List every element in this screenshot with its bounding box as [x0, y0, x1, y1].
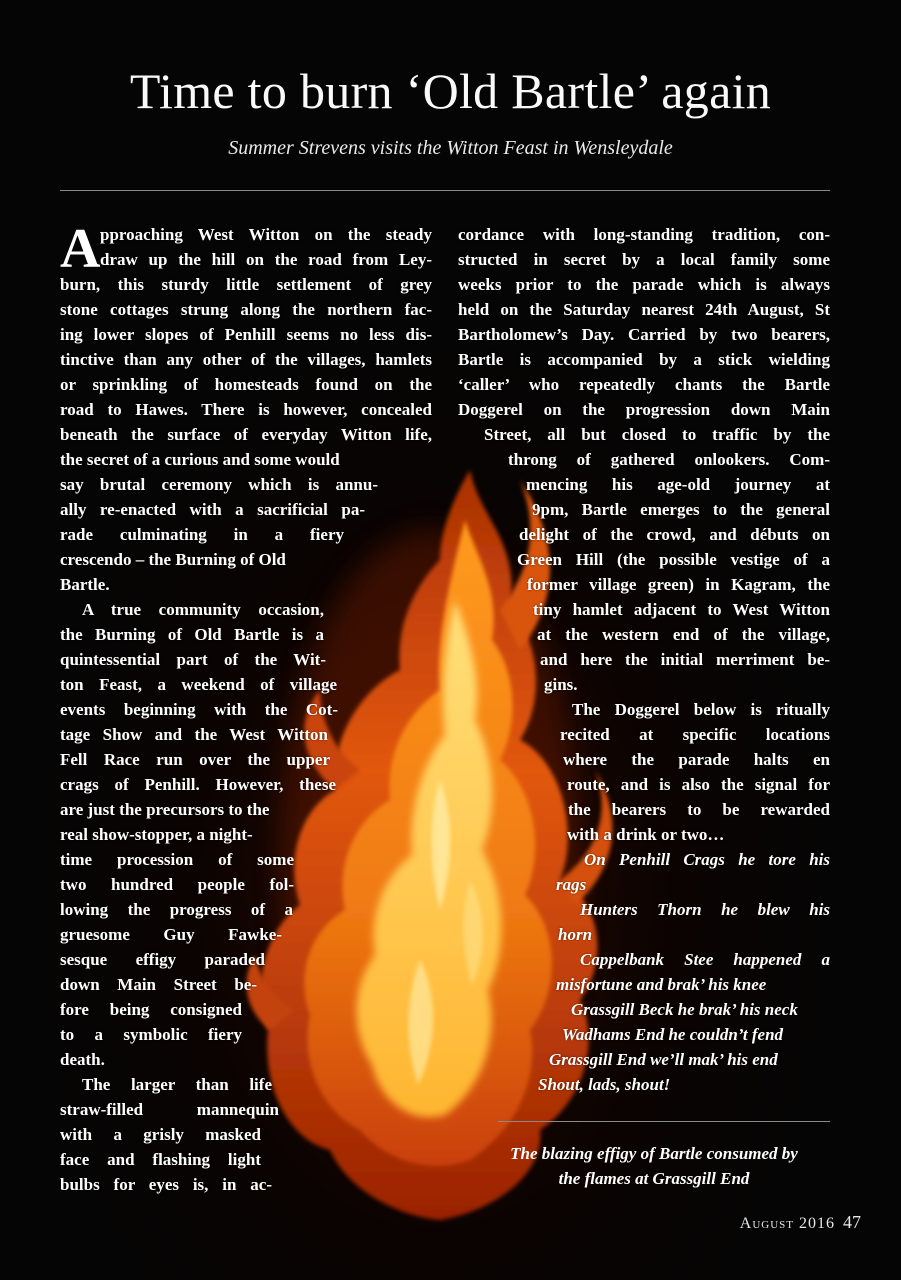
text-line: the Burning of Old Bartle is a: [60, 625, 324, 644]
text-line: tage Show and the West Witton: [60, 725, 328, 744]
page-footer: [740, 1212, 861, 1233]
text-line: ally re-enacted with a sacrificial pa-: [60, 500, 365, 519]
text-line: burn, this sturdy little settlement of grey: [60, 275, 432, 294]
text-line: with a grisly masked: [60, 1125, 261, 1144]
text-line: time procession of some: [60, 850, 294, 869]
text-line: gins.: [544, 675, 578, 694]
text-line: where the parade halts en: [563, 750, 830, 769]
text-line: two hundred people fol-: [60, 875, 294, 894]
text-line: former village green) in Kagram, the: [527, 575, 830, 594]
text-line: bulbs for eyes is, in ac-: [60, 1175, 272, 1194]
article-title: Time to burn ‘Old Bartle’ again: [129, 63, 772, 119]
text-line: quintessential part of the Wit-: [60, 650, 326, 669]
text-line: Shout, lads, shout!: [538, 1075, 671, 1094]
text-line: crescendo – the Burning of Old: [60, 550, 286, 569]
text-line: weeks prior to the parade which is always: [458, 275, 830, 294]
text-line: down Main Street be-: [60, 975, 257, 994]
text-line: the secret of a curious and some would: [60, 450, 340, 469]
text-line: with a drink or two…: [567, 825, 725, 844]
text-line: fore being consigned: [60, 1000, 242, 1019]
text-line: Street, all but closed to traffic by the: [484, 425, 830, 444]
page-number: 47: [843, 1212, 861, 1232]
text-line: horn: [558, 925, 593, 944]
text-line: death.: [60, 1050, 105, 1069]
text-line: Grassgill End we’ll mak’ his end: [549, 1050, 778, 1069]
text-line: ing lower slopes of Penhill seems no less dis-: [60, 325, 432, 344]
text-line: lowing the progress of a: [60, 900, 293, 919]
text-line: Green Hill (the possible vestige of a: [517, 550, 830, 569]
text-line: A true community occasion,: [82, 600, 324, 619]
text-line: Doggerel on the progression down Main: [458, 400, 830, 419]
text-line: face and flashing light: [60, 1150, 261, 1169]
text-line: The Doggerel below is ritually: [572, 700, 830, 719]
issue-date: August 2016: [739, 1215, 835, 1232]
text-line: to a symbolic fiery: [60, 1025, 242, 1044]
text-line: crags of Penhill. However, these: [60, 775, 336, 794]
text-line: gruesome Guy Fawke-: [60, 925, 282, 944]
text-line: ton Feast, a weekend of village: [60, 675, 337, 694]
text-line: throng of gathered onlookers. Com-: [508, 450, 830, 469]
text-line: at the western end of the village,: [537, 625, 830, 644]
text-line: The larger than life: [82, 1075, 272, 1094]
caption-line: The blazing effigy of Bartle consumed by: [510, 1144, 798, 1163]
text-line: Hunters Thorn he blew his: [580, 900, 830, 919]
text-line: Bartholomew’s Day. Carried by two bearers,: [458, 325, 830, 344]
caption-line: the flames at Grassgill End: [558, 1169, 750, 1188]
text-line: route, and is also the signal for: [567, 775, 830, 794]
header-divider: [60, 190, 830, 191]
text-line: pproaching West Witton on the steady: [100, 225, 432, 244]
text-line: are just the precursors to the: [60, 800, 270, 819]
article-subtitle: Summer Strevens visits the Witton Feast in Wensleydale: [228, 137, 673, 159]
text-line: events beginning with the Cot-: [60, 700, 338, 719]
text-line: the bearers to be rewarded: [568, 800, 830, 819]
text-line: tinctive than any other of the villages, hamlets: [60, 350, 432, 369]
text-line: straw-filled mannequin: [60, 1100, 279, 1119]
text-line: real show-stopper, a night-: [60, 825, 253, 844]
text-line: recited at specific locations: [560, 725, 830, 744]
text-line: cordance with long-standing tradition, con-: [458, 225, 830, 244]
text-line: mencing his age-old journey at: [526, 475, 830, 494]
text-line: rags: [556, 875, 587, 894]
text-line: Fell Race run over the upper: [60, 750, 330, 769]
text-line: road to Hawes. There is however, concealed: [60, 400, 432, 419]
text-line: or sprinkling of homesteads found on the: [60, 375, 432, 394]
caption-divider: [498, 1121, 830, 1122]
text-line: 9pm, Bartle emerges to the general: [532, 500, 830, 519]
text-line: beneath the surface of everyday Witton life,: [60, 425, 432, 444]
text-line: On Penhill Crags he tore his: [584, 850, 830, 869]
text-line: held on the Saturday nearest 24th August, St: [458, 300, 830, 319]
text-line: stone cottages strung along the northern fac-: [60, 300, 432, 319]
text-line: and here the initial merriment be-: [540, 650, 830, 669]
text-line: Cappelbank Stee happened a: [580, 950, 830, 969]
text-line: tiny hamlet adjacent to West Witton: [533, 600, 830, 619]
text-line: Bartle.: [60, 575, 110, 594]
text-line: Grassgill Beck he brak’ his neck: [571, 1000, 798, 1019]
text-line: rade culminating in a fiery: [60, 525, 344, 544]
text-line: say brutal ceremony which is annu-: [60, 475, 378, 494]
text-line: misfortune and brak’ his knee: [556, 975, 767, 994]
text-line: structed in secret by a local family some: [458, 250, 830, 269]
text-line: delight of the crowd, and débuts on: [519, 525, 830, 544]
text-line: Bartle is accompanied by a stick wielding: [458, 350, 830, 369]
drop-cap: A: [60, 218, 101, 280]
text-line: draw up the hill on the road from Ley-: [100, 250, 432, 269]
text-line: sesque effigy paraded: [60, 950, 265, 969]
text-line: Wadhams End he couldn’t fend: [562, 1025, 784, 1044]
text-line: ‘caller’ who repeatedly chants the Bartle: [458, 375, 830, 394]
